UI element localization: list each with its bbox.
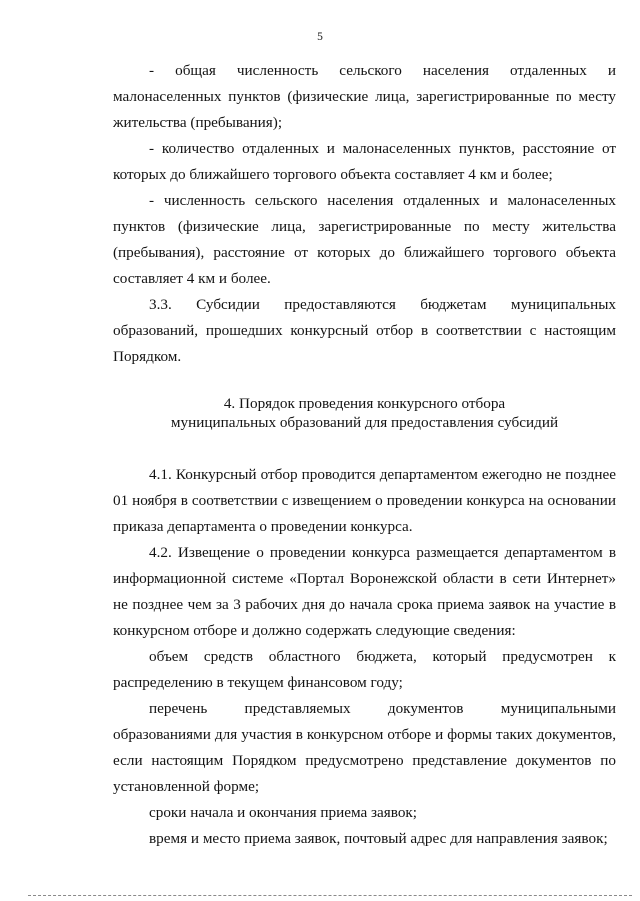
notice-item-documents: перечень представляемых документов муниципальными образованиями для участия в конкурсном отборе и формы таких документов, если настоящим Порядком предусмотрено представление документов по установленной форме; bbox=[113, 700, 616, 795]
page-number: 5 bbox=[317, 31, 323, 43]
clause-3-3: 3.3. Субсидии предоставляются бюджетам муниципальных образований, прошедших конкурсный отбор в соответствии с настоящим Порядком. bbox=[113, 296, 616, 365]
list-item-rural-population: - общая численность сельского населения отдаленных и малонаселенных пунктов (физические лица, зарегистрированные по месту жительства (пребывания); bbox=[113, 62, 616, 131]
bottom-rule bbox=[28, 895, 632, 896]
list-item-remote-population: - численность сельского населения отдаленных и малонаселенных пунктов (физические лица, зарегистрированные по месту жительства (пребывания), расстояние от которых до ближайшего торгового объекта составляет 4 км и более. bbox=[113, 192, 616, 287]
clause-4-1: 4.1. Конкурсный отбор проводится департаментом ежегодно не позднее 01 ноября в соответствии с извещением о проведении конкурса на основании приказа департамента о проведении конкурса. bbox=[113, 466, 616, 535]
notice-item-deadlines: сроки начала и окончания приема заявок; bbox=[149, 804, 418, 821]
clause-4-2: 4.2. Извещение о проведении конкурса размещается департаментом в информационной системе «Портал Воронежской области в сети Интернет» не позднее чем за 3 рабочих дня до начала срока приема заявок на участие в конкурсном отборе и должно содержать следующие сведения: bbox=[113, 544, 616, 639]
section-heading bbox=[113, 394, 616, 432]
list-item-settlement-count: - количество отдаленных и малонаселенных пунктов, расстояние от которых до ближайшего торгового объекта составляет 4 км и более; bbox=[113, 140, 616, 183]
notice-item-place: время и место приема заявок, почтовый адрес для направления заявок; bbox=[149, 830, 608, 847]
notice-item-budget: объем средств областного бюджета, который предусмотрен к распределению в текущем финансовом году; bbox=[113, 648, 616, 691]
document-body bbox=[113, 58, 616, 852]
section-heading-line-1: 4. Порядок проведения конкурсного отбора bbox=[223, 395, 506, 412]
section-heading-line-2: муниципальных образований для предоставления субсидий bbox=[170, 414, 559, 431]
